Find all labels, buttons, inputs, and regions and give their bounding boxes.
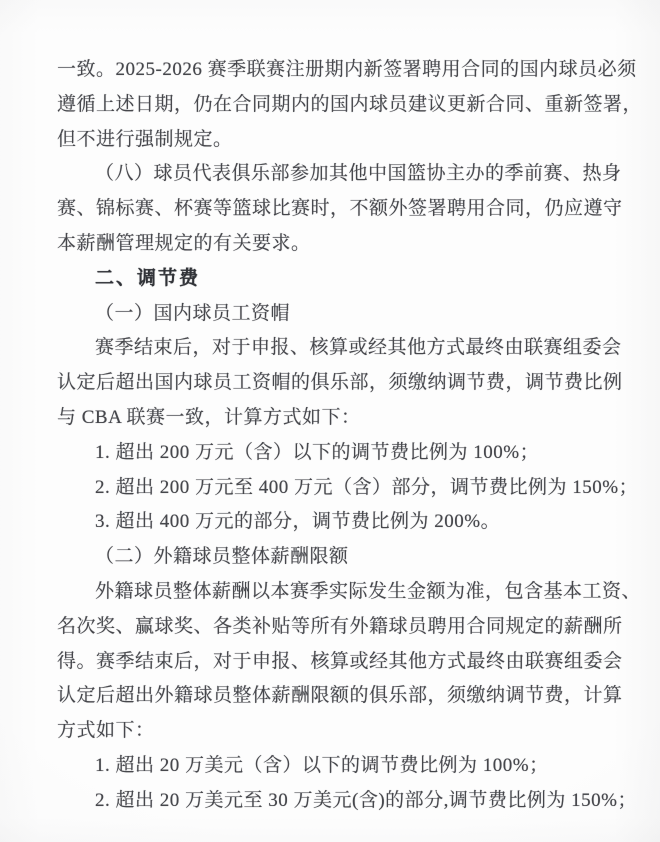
text-line: 得。赛季结束后，对于申报、核算或经其他方式最终由联赛组委会 [57, 650, 623, 672]
text-line: 2. 超出 20 万美元至 30 万美元(含)的部分,调节费比例为 150%； [95, 789, 637, 811]
text-line: 外籍球员整体薪酬以本赛季实际发生金额为准，包含基本工资、 [95, 580, 642, 602]
text-line: 但不进行强制规定。 [57, 128, 233, 150]
text-line: （八）球员代表俱乐部参加其他中国篮协主办的季前赛、热身 [95, 163, 622, 185]
text-line: 赛季结束后，对于申报、核算或经其他方式最终由联赛组委会 [95, 337, 622, 359]
text-line: 本薪酬管理规定的有关要求。 [57, 232, 311, 254]
text-line: （二）外籍球员整体薪酬限额 [95, 546, 349, 568]
text-line: （一）国内球员工资帽 [95, 302, 291, 324]
text-line: 认定后超出外籍球员整体薪酬限额的俱乐部，须缴纳调节费，计算 [57, 685, 623, 707]
text-line: 1. 超出 200 万元（含）以下的调节费比例为 100%； [95, 441, 540, 463]
text-line: 一致。2025-2026 赛季联赛注册期内新签署聘用合同的国内球员必须 [57, 59, 637, 80]
text-line: 赛、锦标赛、杯赛等篮球比赛时，不额外签署聘用合同，仍应遵守 [57, 198, 623, 220]
text-line: 遵循上述日期，仍在合同期内的国内球员建议更新合同、重新签署， [57, 93, 643, 115]
document-body [57, 53, 643, 819]
text-line: 名次奖、赢球奖、各类补贴等所有外籍球员聘用合同规定的薪酬所 [57, 615, 623, 637]
text-line: 2. 超出 200 万元至 400 万元（含）部分，调节费比例为 150%； [95, 476, 639, 498]
text-line: 1. 超出 20 万美元（含）以下的调节费比例为 100%； [95, 754, 549, 776]
text-line: 3. 超出 400 万元的部分，调节费比例为 200%。 [95, 511, 501, 533]
text-line: 与 CBA 联赛一致，计算方式如下： [57, 406, 361, 428]
text-line: 认定后超出国内球员工资帽的俱乐部，须缴纳调节费，调节费比例 [57, 372, 623, 394]
text-line: 方式如下： [57, 720, 155, 742]
section-heading: 二、调节费 [95, 267, 201, 289]
